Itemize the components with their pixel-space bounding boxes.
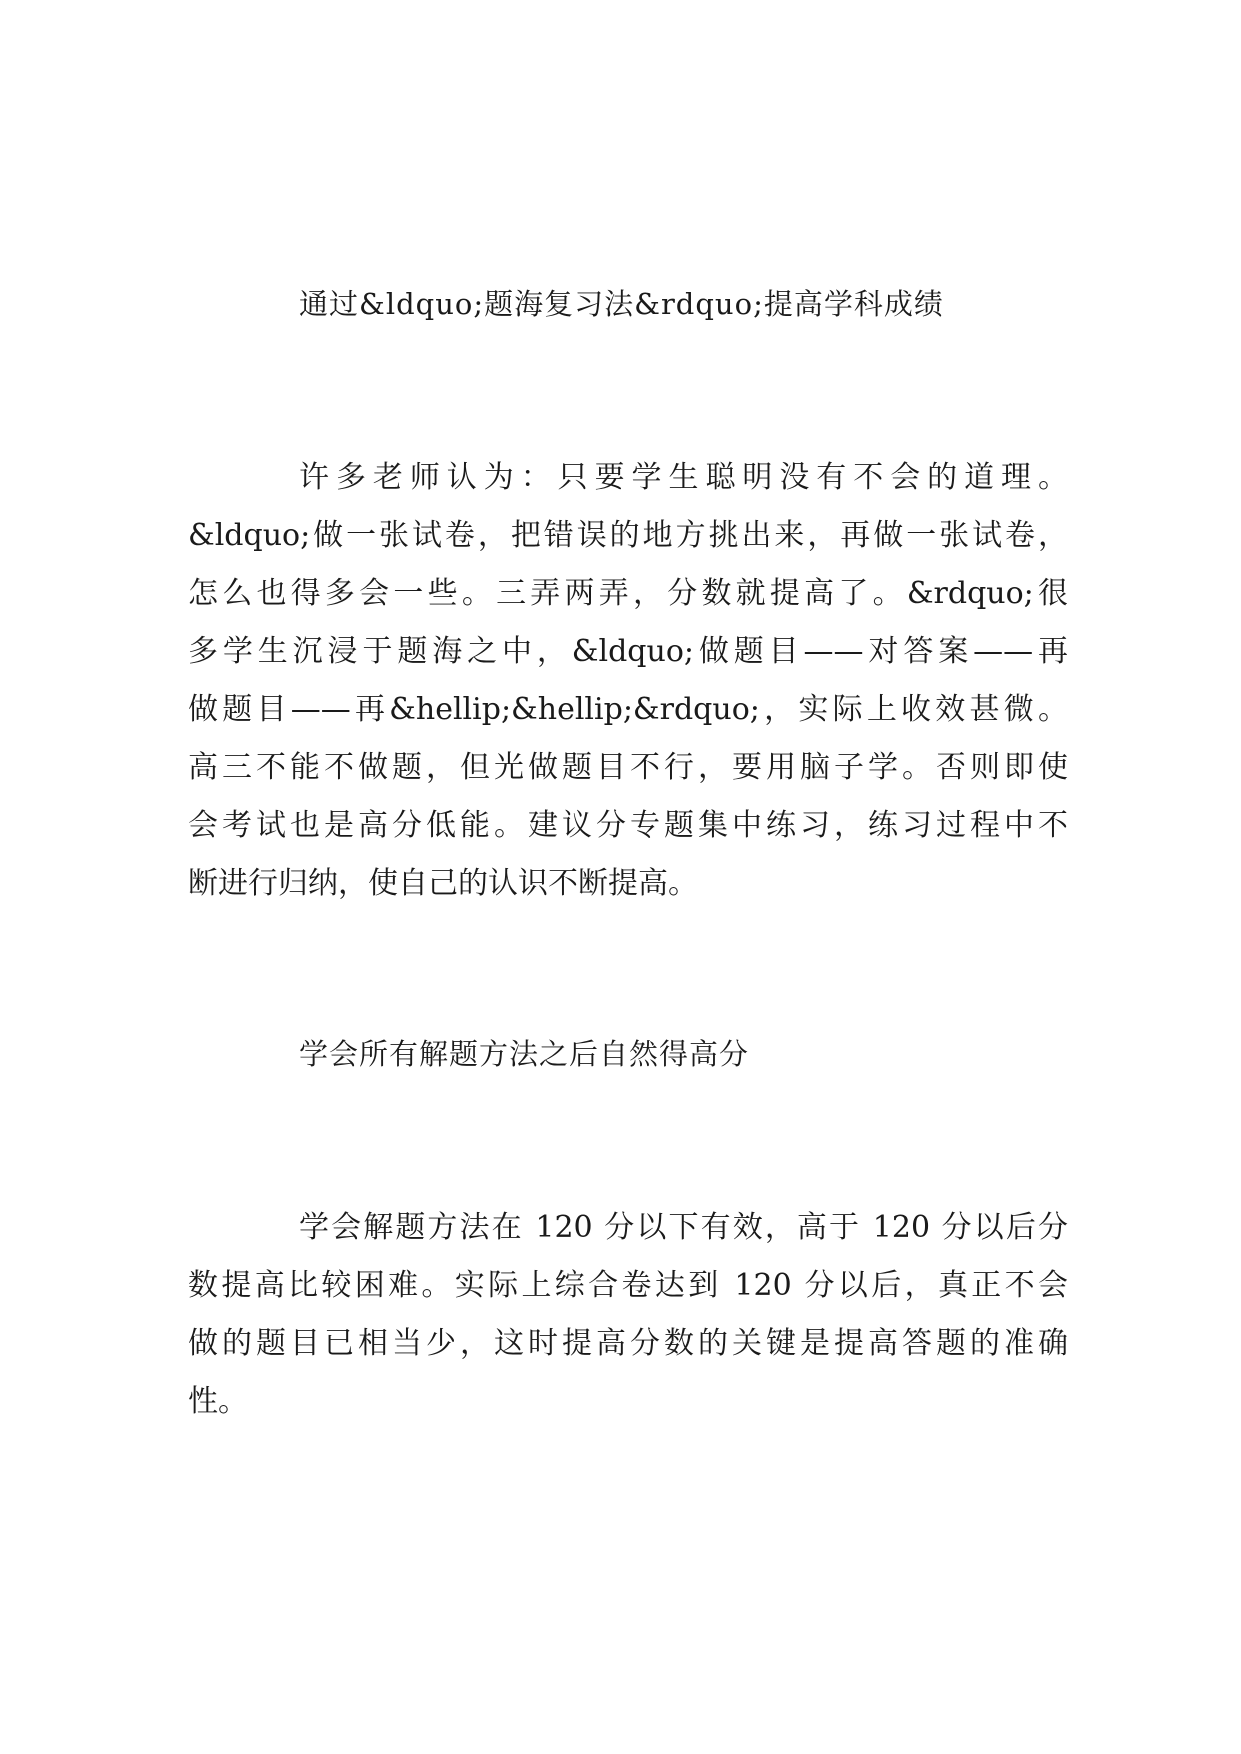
paragraph-line: 怎么也得多会一些。三弄两弄，分数就提高了。&rdquo;很 — [188, 576, 1068, 611]
paragraph-line: 性。 — [188, 1384, 248, 1419]
paragraph-line: 学会解题方法在 120 分以下有效，高于 120 分以后分 — [299, 1210, 1068, 1245]
paragraph-line: 多学生沉浸于题海之中，&ldquo;做题目——对答案——再 — [188, 634, 1068, 669]
paragraph-line: 做的题目已相当少，这时提高分数的关键是提高答题的准确 — [188, 1326, 1068, 1361]
section-heading-1: 通过&ldquo;题海复习法&rdquo;提高学科成绩 — [299, 287, 944, 321]
paragraph-line: 做题目——再&hellip;&hellip;&rdquo;，实际上收效甚微。 — [188, 692, 1068, 727]
paragraph-line: 断进行归纳，使自己的认识不断提高。 — [188, 866, 698, 901]
paragraph-line: &ldquo;做一张试卷，把错误的地方挑出来，再做一张试卷， — [188, 518, 1068, 553]
paragraph-line: 许多老师认为：只要学生聪明没有不会的道理。 — [299, 460, 1068, 495]
paragraph-line: 会考试也是高分低能。建议分专题集中练习，练习过程中不 — [188, 808, 1068, 843]
paragraph-line: 数提高比较困难。实际上综合卷达到 120 分以后，真正不会 — [188, 1268, 1068, 1303]
paragraph-line: 高三不能不做题，但光做题目不行，要用脑子学。否则即使 — [188, 750, 1068, 785]
section-heading-2: 学会所有解题方法之后自然得高分 — [299, 1037, 750, 1071]
